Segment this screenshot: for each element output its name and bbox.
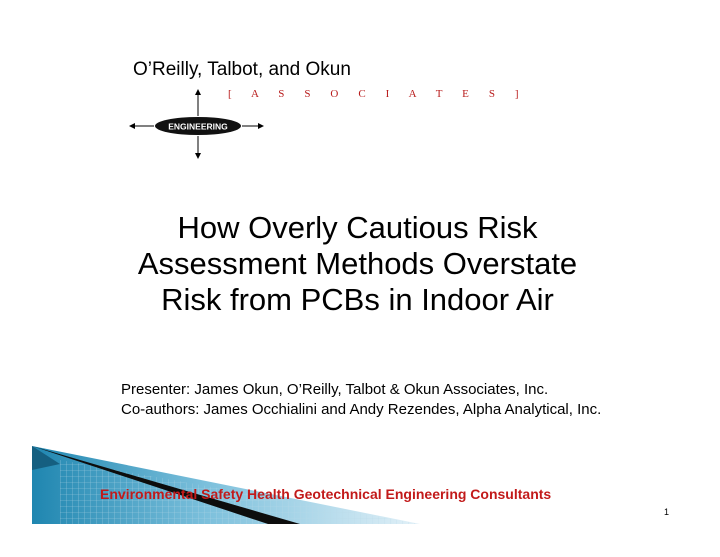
footer-tagline: Environmental Safety Health Geotechnical Engineering Consultants bbox=[100, 486, 552, 502]
firm-name: O’Reilly, Talbot, and Okun bbox=[133, 59, 351, 80]
associates-wordmark: [ A S S O C I A T E S ] bbox=[228, 88, 528, 100]
logo-label: ENGINEERING bbox=[168, 121, 228, 132]
page-number: 1 bbox=[664, 507, 670, 517]
coauthors-line: Co-authors: James Occhialini and Andy Rezendes, Alpha Analytical, Inc. bbox=[121, 401, 602, 418]
slide-title bbox=[80, 210, 635, 318]
credits bbox=[121, 380, 601, 420]
title-line-3: Risk from PCBs in Indoor Air bbox=[161, 282, 554, 317]
presenter-line: Presenter: James Okun, O’Reilly, Talbot & Okun Associates, Inc. bbox=[121, 381, 549, 398]
engineering-logo bbox=[120, 84, 270, 162]
title-line-1: How Overly Cautious Risk bbox=[177, 210, 538, 245]
title-line-2: Assessment Methods Overstate bbox=[137, 246, 578, 281]
